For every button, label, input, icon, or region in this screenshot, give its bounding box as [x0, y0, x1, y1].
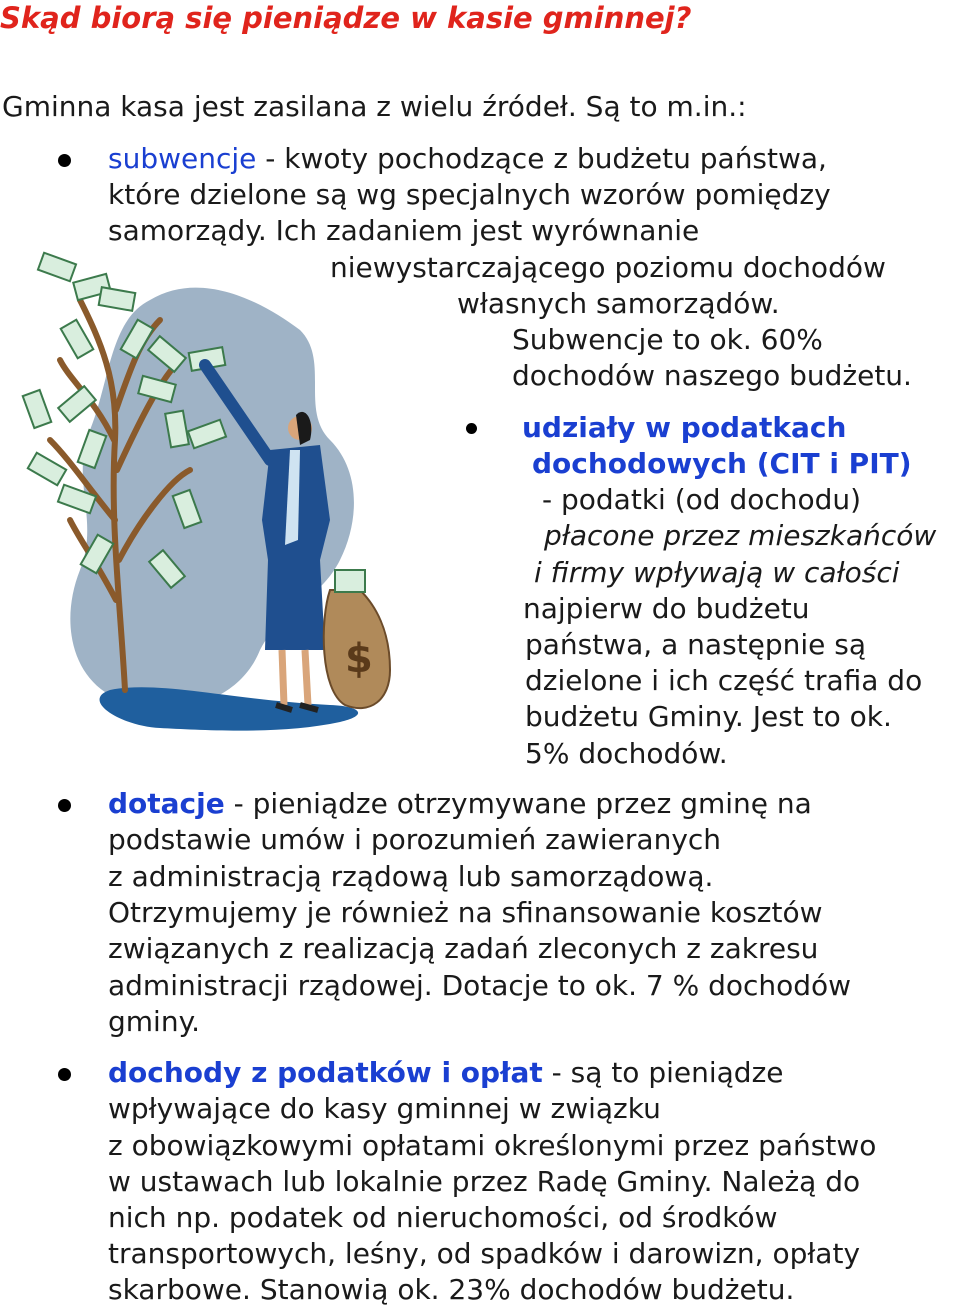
bullet-subwencje: [58, 154, 71, 167]
dochody-line-1: [108, 1055, 784, 1091]
udzialy-line-2: płacone przez mieszkańców: [544, 519, 937, 552]
subwencje-line-2: które dzielone są wg specjalnych wzorów pomiędzy: [108, 178, 831, 211]
bullet-udzialy: [466, 423, 477, 434]
subwencje-line-1: [108, 141, 827, 177]
udzialy-line-3: i firmy wpływają w całości: [534, 556, 900, 589]
dotacje-line-1: [108, 786, 812, 822]
udzialy-line-7: budżetu Gminy. Jest to ok.: [525, 700, 892, 733]
dochody-line-3: z obowiązkowymi opłatami określonymi przez państwo: [108, 1129, 877, 1162]
subwencje-line-5: własnych samorządów.: [457, 287, 780, 320]
udzialy-keyword-line-2: dochodowych (CIT i PIT): [532, 447, 912, 480]
money-tree-illustration: [0, 240, 520, 750]
subwencje-line-7: dochodów naszego budżetu.: [512, 359, 912, 392]
dotacje-line-4: Otrzymujemy je również na sfinansowanie kosztów: [108, 896, 823, 929]
subwencje-line-6: Subwencje to ok. 60%: [512, 323, 823, 356]
page-title: Skąd biorą się pieniądze w kasie gminnej?: [0, 1, 692, 35]
udzialy-line-8: 5% dochodów.: [525, 737, 728, 770]
udzialy-line-6: dzielone i ich część trafia do: [525, 664, 923, 697]
dollar-sign: $: [345, 636, 373, 682]
udzialy-line-1: - podatki (od dochodu): [542, 483, 862, 516]
dotacje-line-6: administracji rządowej. Dotacje to ok. 7 % dochodów: [108, 969, 852, 1002]
dochody-line-7: skarbowe. Stanowią ok. 23% dochodów budżetu.: [108, 1273, 795, 1306]
dotacje-text-1: - pieniądze otrzymywane przez gminę na: [224, 787, 812, 820]
intro-text: Gminna kasa jest zasilana z wielu źródeł. Są to m.in.:: [2, 90, 747, 123]
udzialy-line-4: najpierw do budżetu: [523, 592, 810, 625]
dochody-line-5: nich np. podatek od nieruchomości, od środków: [108, 1201, 778, 1234]
bullet-dochody: [58, 1068, 71, 1081]
dotacje-line-5: związanych z realizacją zadań zleconych z zakresu: [108, 932, 819, 965]
dochody-line-6: transportowych, leśny, od spadków i darowizn, opłaty: [108, 1237, 861, 1270]
subwencje-text-1: - kwoty pochodzące z budżetu państwa,: [256, 142, 827, 175]
dotacje-keyword: dotacje: [108, 787, 225, 820]
dochody-text-1: - są to pieniądze: [542, 1056, 784, 1089]
dotacje-line-3: z administracją rządową lub samorządową.: [108, 860, 714, 893]
bullet-dotacje: [58, 799, 71, 812]
ground-shadow: [100, 687, 359, 730]
subwencje-line-4: niewystarczającego poziomu dochodów: [330, 251, 886, 284]
udzialy-keyword-line-1: udziały w podatkach: [522, 411, 847, 444]
dotacje-line-7: gminy.: [108, 1005, 201, 1038]
dochody-line-4: w ustawach lub lokalnie przez Radę Gminy. Należą do: [108, 1165, 861, 1198]
udzialy-line-5: państwa, a następnie są: [525, 628, 867, 661]
dochody-keyword: dochody z podatków i opłat: [108, 1056, 543, 1089]
money-bag-icon: [324, 570, 390, 708]
subwencje-line-3: samorządy. Ich zadaniem jest wyrównanie: [108, 214, 700, 247]
subwencje-keyword: subwencje: [108, 142, 257, 175]
dochody-line-2: wpływające do kasy gminnej w związku: [108, 1092, 661, 1125]
dotacje-line-2: podstawie umów i porozumień zawieranych: [108, 823, 722, 856]
